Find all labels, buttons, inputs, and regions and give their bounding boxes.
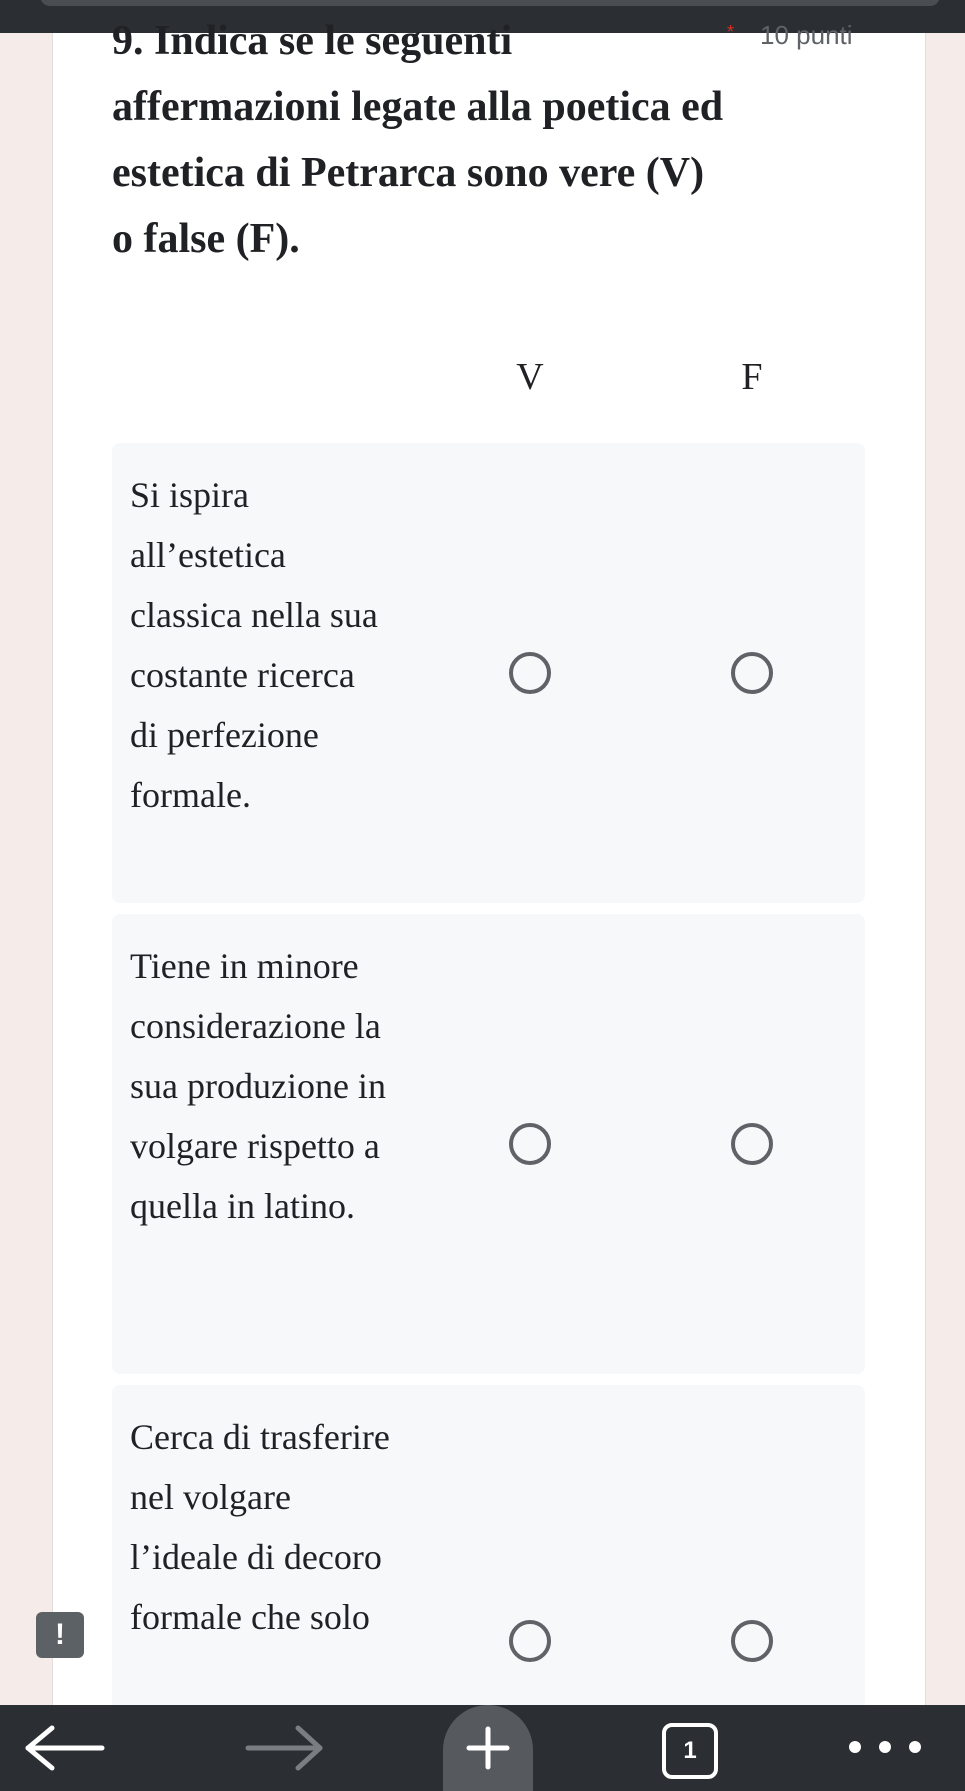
column-header-f: F: [741, 356, 763, 398]
row-3-radio-f[interactable]: [731, 1620, 773, 1662]
required-marker: *: [727, 22, 735, 42]
grid-row-3: [112, 1385, 865, 1705]
new-tab-plus-icon: [465, 1725, 511, 1771]
row-3-label: Cerca di trasferire nel volgare l’ideale di decoro formale che solo: [130, 1417, 390, 1637]
row-2-radio-f[interactable]: [731, 1123, 773, 1165]
tab-count-icon[interactable]: 1: [662, 1723, 718, 1779]
row-1-radio-v[interactable]: [509, 652, 551, 694]
row-1-label: Si ispira all’estetica classica nella sua costante ricerca di perfezione formale.: [130, 475, 378, 815]
back-arrow-icon[interactable]: [20, 1723, 110, 1773]
points-label: 10 punti: [760, 20, 853, 50]
row-2-label: Tiene in minore considerazione la sua produzione in volgare rispetto a quella in latino.: [130, 946, 386, 1226]
grid-row-2: [112, 914, 865, 1374]
new-tab-button[interactable]: [443, 1705, 533, 1791]
alert-badge-icon[interactable]: !: [36, 1612, 84, 1658]
question-title: 9. Indica se le seguenti affermazioni legate alla poetica ed estetica di Petrarca sono vere (V) o false (F).: [112, 18, 724, 262]
address-bar-edge[interactable]: [40, 0, 940, 6]
browser-bottom-nav: [0, 1705, 965, 1791]
column-header-v: V: [516, 356, 544, 398]
forward-arrow-icon[interactable]: [240, 1723, 330, 1773]
grid-row-1: [112, 443, 865, 903]
row-2-radio-v[interactable]: [509, 1123, 551, 1165]
row-3-radio-v[interactable]: [509, 1620, 551, 1662]
row-1-radio-f[interactable]: [731, 652, 773, 694]
more-options-icon[interactable]: [845, 1735, 925, 1759]
